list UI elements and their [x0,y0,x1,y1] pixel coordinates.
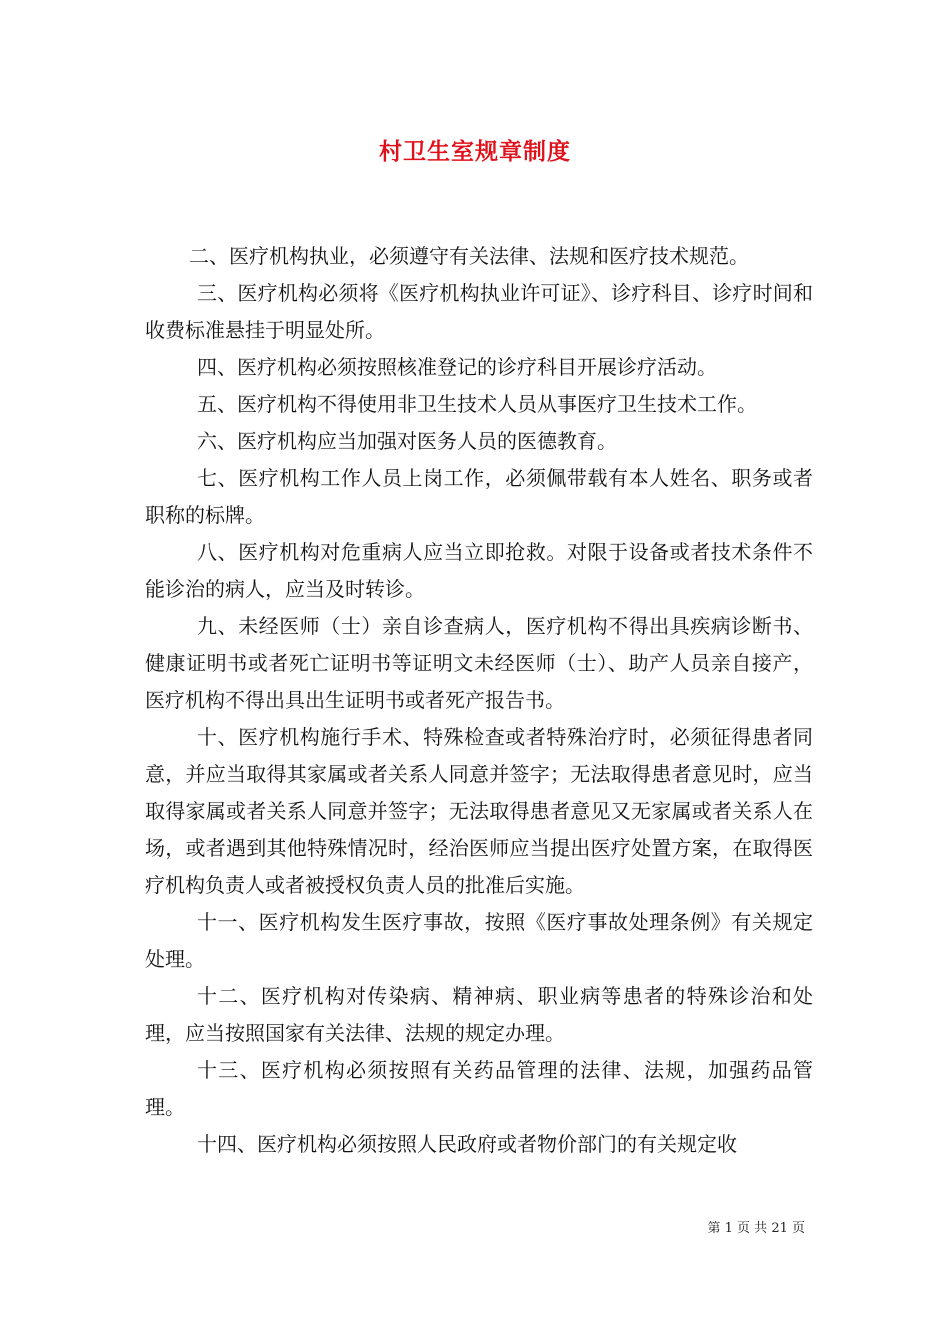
paragraph: 十一、医疗机构发生医疗事故，按照《医疗事故处理条例》有关规定处理。 [145,910,813,971]
paragraph: 四、医疗机构必须按照核准登记的诊疗科目开展诊疗活动。 [197,355,717,379]
paragraph: 三、医疗机构必须将《医疗机构执业许可证》、诊疗科目、诊疗时间和收费标准悬挂于明显处所。 [145,281,813,342]
paragraph: 十三、医疗机构必须按照有关药品管理的法律、法规，加强药品管理。 [145,1058,813,1119]
document-body [145,238,813,1163]
paragraph: 八、医疗机构对危重病人应当立即抢救。对限于设备或者技术条件不能诊治的病人，应当及时转诊。 [145,540,813,601]
paragraph: 十、医疗机构施行手术、特殊检查或者特殊治疗时，必须征得患者同意，并应当取得其家属或者关系人同意并签字；无法取得患者意见时，应当取得家属或者关系人同意并签字；无法取得患者意见又无家属或者关系人在场，或者遇到其他特殊情况时，经治医师应当提出医疗处置方案，在取得医疗机构负责人或者被授权负责人员的批准后实施。 [145,725,813,897]
paragraph: 十四、医疗机构必须按照人民政府或者物价部门的有关规定收 [197,1132,737,1156]
page-number: 第 1 页 共 21 页 [707,1221,805,1236]
page-title: 村卫生室规章制度 [379,139,571,165]
paragraph: 七、医疗机构工作人员上岗工作，必须佩带载有本人姓名、职务或者职称的标牌。 [145,466,813,527]
paragraph: 九、未经医师（士）亲自诊查病人，医疗机构不得出具疾病诊断书、健康证明书或者死亡证明书等证明文未经医师（士）、助产人员亲自接产，医疗机构不得出具出生证明书或者死产报告书。 [145,614,813,712]
paragraph: 十二、医疗机构对传染病、精神病、职业病等患者的特殊诊治和处理，应当按照国家有关法律、法规的规定办理。 [145,984,813,1045]
paragraph: 五、医疗机构不得使用非卫生技术人员从事医疗卫生技术工作。 [197,392,757,416]
paragraph: 二、医疗机构执业，必须遵守有关法律、法规和医疗技术规范。 [189,244,749,268]
paragraph: 六、医疗机构应当加强对医务人员的医德教育。 [197,429,617,453]
